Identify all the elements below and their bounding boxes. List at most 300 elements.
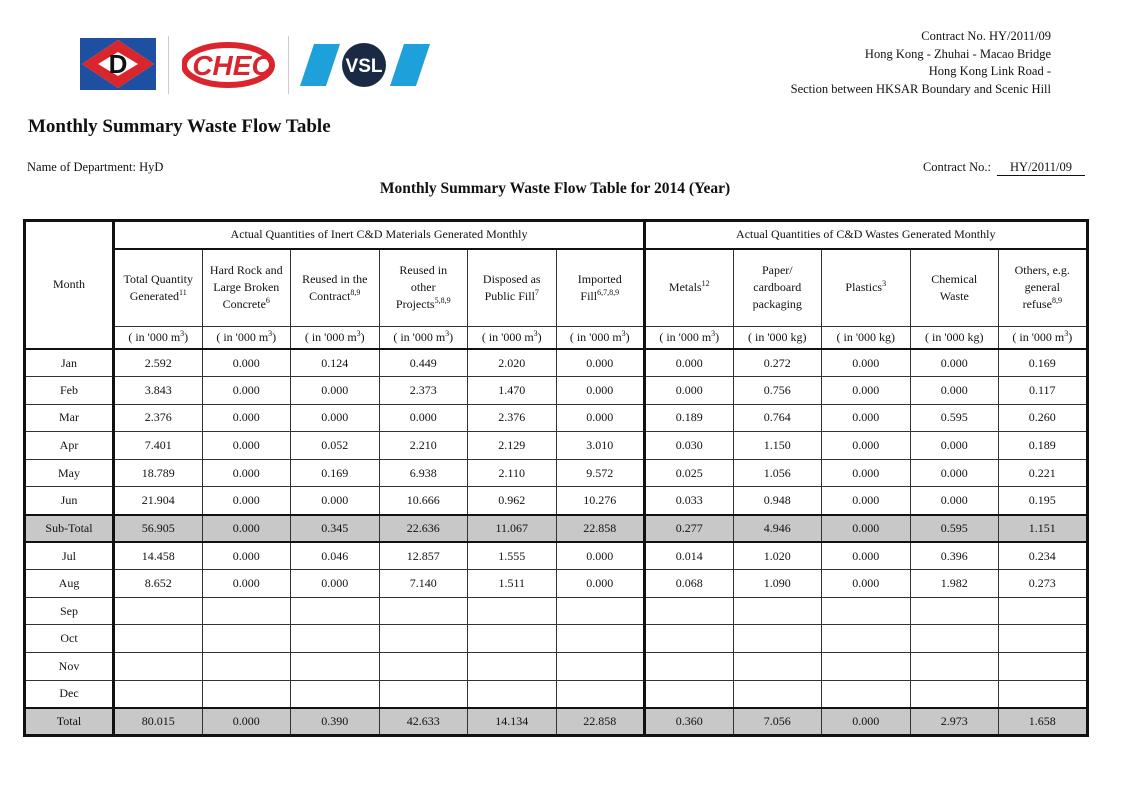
footnote-ref: 7 bbox=[534, 287, 539, 297]
unit-text: ( in '000 kg) bbox=[836, 330, 896, 345]
value-cell bbox=[999, 597, 1088, 625]
table-row bbox=[25, 680, 1088, 708]
value-cell: 2.373 bbox=[379, 377, 468, 405]
contract-info-line: Contract No. HY/2011/09 bbox=[921, 29, 1051, 43]
column-header-text: Plastics bbox=[845, 280, 883, 295]
value-cell: 0.000 bbox=[202, 459, 291, 487]
table-row bbox=[25, 377, 1088, 405]
column-header-text: Contract bbox=[309, 288, 351, 303]
value-cell: 0.000 bbox=[556, 570, 645, 598]
dragages-d-logo bbox=[80, 38, 156, 90]
value-cell: 6.938 bbox=[379, 459, 468, 487]
value-cell: 0.189 bbox=[999, 432, 1088, 460]
value-cell: 0.273 bbox=[999, 570, 1088, 598]
value-cell: 42.633 bbox=[379, 708, 468, 736]
value-cell: 0.025 bbox=[645, 459, 734, 487]
value-cell: 0.052 bbox=[291, 432, 380, 460]
value-cell: 8.652 bbox=[114, 570, 203, 598]
value-cell bbox=[379, 680, 468, 708]
value-cell: 56.905 bbox=[114, 515, 203, 543]
footnote-ref: 3 bbox=[882, 279, 887, 289]
column-header-text: refuse bbox=[1022, 297, 1052, 312]
value-cell: 0.595 bbox=[910, 515, 999, 543]
contract-info-line: Hong Kong Link Road - bbox=[928, 64, 1051, 78]
table-row bbox=[25, 349, 1088, 377]
unit-close: ) bbox=[715, 330, 720, 345]
value-cell: 0.000 bbox=[202, 377, 291, 405]
value-cell bbox=[999, 625, 1088, 653]
unit-superscript: 3 bbox=[1064, 329, 1069, 339]
value-cell: 3.010 bbox=[556, 432, 645, 460]
value-cell: 0.000 bbox=[910, 487, 999, 515]
unit-superscript: 3 bbox=[711, 329, 716, 339]
value-cell: 1.511 bbox=[468, 570, 557, 598]
column-header-text: Concrete bbox=[222, 297, 266, 312]
column-header-line bbox=[822, 279, 910, 296]
value-cell: 0.000 bbox=[822, 515, 911, 543]
column-header-line bbox=[468, 271, 556, 288]
value-cell bbox=[733, 680, 822, 708]
value-cell: 1.090 bbox=[733, 570, 822, 598]
value-cell: 7.056 bbox=[733, 708, 822, 736]
value-cell: 80.015 bbox=[114, 708, 203, 736]
month-cell: Jun bbox=[25, 487, 114, 515]
unit-cell bbox=[114, 327, 203, 349]
unit-cell bbox=[999, 327, 1088, 349]
unit-close: ) bbox=[184, 330, 189, 345]
column-header bbox=[202, 249, 291, 327]
value-cell: 0.764 bbox=[733, 404, 822, 432]
unit-superscript: 3 bbox=[445, 329, 450, 339]
unit-text: ( in '000 m bbox=[569, 330, 622, 345]
column-header-text: Large Broken bbox=[213, 280, 280, 295]
value-cell: 0.000 bbox=[291, 377, 380, 405]
column-header-line bbox=[734, 279, 822, 296]
value-cell: 0.000 bbox=[556, 404, 645, 432]
column-header-line bbox=[203, 296, 291, 313]
value-cell bbox=[822, 625, 911, 653]
value-cell: 2.020 bbox=[468, 349, 557, 377]
value-cell: 0.360 bbox=[645, 708, 734, 736]
value-cell: 0.000 bbox=[822, 708, 911, 736]
unit-close: ) bbox=[1068, 330, 1073, 345]
month-cell: Mar bbox=[25, 404, 114, 432]
value-cell: 21.904 bbox=[114, 487, 203, 515]
value-cell bbox=[291, 680, 380, 708]
table-row bbox=[25, 404, 1088, 432]
column-header bbox=[999, 249, 1088, 327]
value-cell: 0.000 bbox=[202, 404, 291, 432]
value-cell: 0.000 bbox=[379, 404, 468, 432]
column-header-text: Total Quantity bbox=[123, 271, 193, 286]
unit-text: ( in '000 kg) bbox=[925, 330, 984, 345]
table-row bbox=[25, 459, 1088, 487]
column-header-text: general bbox=[1024, 280, 1060, 295]
month-cell: Sub-Total bbox=[25, 515, 114, 543]
column-header-text: packaging bbox=[752, 297, 802, 312]
value-cell: 2.129 bbox=[468, 432, 557, 460]
column-header bbox=[379, 249, 468, 327]
value-cell: 0.046 bbox=[291, 542, 380, 570]
column-header-text: Others, e.g. bbox=[1014, 263, 1070, 278]
dragages-d-letter: D bbox=[108, 49, 128, 79]
unit-superscript: 3 bbox=[533, 329, 538, 339]
value-cell: 0.000 bbox=[202, 542, 291, 570]
unit-close: ) bbox=[272, 330, 277, 345]
value-cell: 2.973 bbox=[910, 708, 999, 736]
value-cell bbox=[556, 653, 645, 681]
footnote-ref: 12 bbox=[701, 279, 710, 289]
month-header: Month bbox=[25, 221, 114, 349]
value-cell: 0.000 bbox=[645, 349, 734, 377]
column-header bbox=[114, 249, 203, 327]
chec-logo bbox=[182, 38, 278, 90]
column-header-line bbox=[380, 279, 468, 296]
column-header-text: Fill bbox=[580, 288, 598, 303]
unit-cell bbox=[645, 327, 734, 349]
column-header-text: Waste bbox=[939, 288, 969, 303]
subtotal-row bbox=[25, 515, 1088, 543]
group-header-inert: Actual Quantities of Inert C&D Materials Generated Monthly bbox=[114, 221, 645, 249]
value-cell: 0.000 bbox=[910, 349, 999, 377]
value-cell: 2.110 bbox=[468, 459, 557, 487]
unit-text: ( in '000 m bbox=[304, 330, 357, 345]
column-header-line bbox=[291, 271, 379, 288]
value-cell: 2.592 bbox=[114, 349, 203, 377]
value-cell: 1.470 bbox=[468, 377, 557, 405]
column-header-line bbox=[911, 271, 999, 288]
unit-cell bbox=[468, 327, 557, 349]
value-cell: 0.390 bbox=[291, 708, 380, 736]
unit-close: ) bbox=[449, 330, 454, 345]
column-header bbox=[733, 249, 822, 327]
column-header-text: Reused in bbox=[399, 263, 448, 278]
value-cell bbox=[910, 680, 999, 708]
footnote-ref: 6 bbox=[265, 296, 270, 306]
unit-text: ( in '000 m bbox=[481, 330, 534, 345]
unit-text: ( in '000 m bbox=[393, 330, 446, 345]
value-cell: 0.000 bbox=[291, 487, 380, 515]
value-cell bbox=[910, 625, 999, 653]
table-row bbox=[25, 487, 1088, 515]
value-cell: 0.000 bbox=[822, 542, 911, 570]
table-title: Monthly Summary Waste Flow Table for 2014 (Year) bbox=[379, 180, 731, 197]
contract-info-block bbox=[791, 28, 1051, 98]
table-row bbox=[25, 597, 1088, 625]
unit-cell bbox=[379, 327, 468, 349]
month-cell: Jan bbox=[25, 349, 114, 377]
column-header bbox=[291, 249, 380, 327]
value-cell: 0.000 bbox=[202, 432, 291, 460]
value-cell: 18.789 bbox=[114, 459, 203, 487]
unit-superscript: 3 bbox=[356, 329, 361, 339]
column-header-line bbox=[468, 288, 556, 305]
value-cell: 2.376 bbox=[114, 404, 203, 432]
column-header-line bbox=[646, 279, 733, 296]
value-cell: 3.843 bbox=[114, 377, 203, 405]
value-cell bbox=[114, 653, 203, 681]
value-cell: 0.000 bbox=[556, 542, 645, 570]
unit-cell bbox=[556, 327, 645, 349]
column-header-text: Imported bbox=[577, 271, 622, 286]
table-row bbox=[25, 542, 1088, 570]
value-cell: 9.572 bbox=[556, 459, 645, 487]
value-cell: 1.056 bbox=[733, 459, 822, 487]
footnote-ref: 5,8,9 bbox=[434, 296, 451, 306]
value-cell: 0.756 bbox=[733, 377, 822, 405]
value-cell: 12.857 bbox=[379, 542, 468, 570]
value-cell: 0.449 bbox=[379, 349, 468, 377]
value-cell bbox=[114, 625, 203, 653]
value-cell: 1.020 bbox=[733, 542, 822, 570]
logo-separator bbox=[288, 36, 289, 94]
month-cell: Dec bbox=[25, 680, 114, 708]
value-cell bbox=[202, 680, 291, 708]
column-header-text: Reused in the bbox=[302, 271, 368, 286]
value-cell: 0.068 bbox=[645, 570, 734, 598]
footnote-ref: 6,7,8,9 bbox=[597, 287, 620, 297]
month-cell: Sep bbox=[25, 597, 114, 625]
column-header bbox=[468, 249, 557, 327]
contract-no-value: HY/2011/09 bbox=[997, 160, 1085, 176]
value-cell bbox=[114, 597, 203, 625]
value-cell: 0.014 bbox=[645, 542, 734, 570]
value-cell: 0.396 bbox=[910, 542, 999, 570]
value-cell bbox=[645, 680, 734, 708]
value-cell bbox=[822, 653, 911, 681]
value-cell bbox=[910, 597, 999, 625]
department-label: Name of Department: HyD bbox=[27, 160, 164, 174]
total-row bbox=[25, 708, 1088, 736]
value-cell: 14.458 bbox=[114, 542, 203, 570]
value-cell: 0.124 bbox=[291, 349, 380, 377]
value-cell: 0.000 bbox=[556, 349, 645, 377]
value-cell bbox=[202, 597, 291, 625]
column-header-line bbox=[380, 262, 468, 279]
footnote-ref: 11 bbox=[179, 287, 187, 297]
column-header bbox=[556, 249, 645, 327]
column-header-text: Disposed as bbox=[482, 271, 541, 286]
value-cell bbox=[645, 625, 734, 653]
value-cell: 0.234 bbox=[999, 542, 1088, 570]
value-cell: 1.150 bbox=[733, 432, 822, 460]
value-cell: 0.000 bbox=[910, 459, 999, 487]
column-header-text: Public Fill bbox=[484, 288, 535, 303]
column-header bbox=[822, 249, 911, 327]
unit-text: ( in '000 kg) bbox=[748, 330, 807, 345]
value-cell: 0.030 bbox=[645, 432, 734, 460]
value-cell: 0.000 bbox=[910, 432, 999, 460]
value-cell bbox=[202, 625, 291, 653]
value-cell: 0.000 bbox=[645, 377, 734, 405]
contract-no-label: Contract No.: bbox=[922, 160, 991, 174]
value-cell: 0.948 bbox=[733, 487, 822, 515]
value-cell: 4.946 bbox=[733, 515, 822, 543]
value-cell bbox=[645, 597, 734, 625]
value-cell: 0.277 bbox=[645, 515, 734, 543]
month-cell: Feb bbox=[25, 377, 114, 405]
column-header bbox=[645, 249, 734, 327]
value-cell: 0.345 bbox=[291, 515, 380, 543]
value-cell: 7.140 bbox=[379, 570, 468, 598]
month-cell: Total bbox=[25, 708, 114, 736]
value-cell bbox=[733, 653, 822, 681]
column-header-line bbox=[999, 262, 1086, 279]
value-cell bbox=[822, 680, 911, 708]
value-cell bbox=[556, 680, 645, 708]
value-cell: 0.000 bbox=[822, 349, 911, 377]
value-cell bbox=[910, 653, 999, 681]
unit-superscript: 3 bbox=[180, 329, 185, 339]
page-heading: Monthly Summary Waste Flow Table bbox=[28, 116, 331, 137]
unit-text: ( in '000 m bbox=[1012, 330, 1065, 345]
unit-cell bbox=[822, 327, 911, 349]
value-cell: 0.000 bbox=[822, 570, 911, 598]
value-cell: 0.000 bbox=[202, 487, 291, 515]
value-cell: 0.117 bbox=[999, 377, 1088, 405]
value-cell bbox=[291, 597, 380, 625]
unit-text: ( in '000 m bbox=[216, 330, 269, 345]
value-cell bbox=[291, 653, 380, 681]
unit-superscript: 3 bbox=[621, 329, 626, 339]
value-cell: 2.210 bbox=[379, 432, 468, 460]
value-cell: 7.401 bbox=[114, 432, 203, 460]
value-cell: 22.858 bbox=[556, 708, 645, 736]
value-cell: 0.000 bbox=[822, 432, 911, 460]
column-header bbox=[910, 249, 999, 327]
value-cell bbox=[379, 625, 468, 653]
unit-cell bbox=[733, 327, 822, 349]
value-cell: 0.000 bbox=[822, 404, 911, 432]
column-header-line bbox=[999, 296, 1086, 313]
column-header-text: Chemical bbox=[931, 271, 978, 286]
column-header-line bbox=[203, 262, 291, 279]
unit-cell bbox=[202, 327, 291, 349]
value-cell: 0.000 bbox=[202, 515, 291, 543]
vsl-logo-text: VSL bbox=[345, 56, 383, 77]
footnote-ref: 8,9 bbox=[1051, 296, 1062, 306]
month-cell: Apr bbox=[25, 432, 114, 460]
value-cell bbox=[202, 653, 291, 681]
table-row bbox=[25, 570, 1088, 598]
column-header-text: Paper/ bbox=[761, 263, 793, 278]
value-cell: 14.134 bbox=[468, 708, 557, 736]
value-cell bbox=[468, 680, 557, 708]
column-header-line bbox=[380, 296, 468, 313]
value-cell: 0.221 bbox=[999, 459, 1088, 487]
value-cell: 0.169 bbox=[291, 459, 380, 487]
value-cell: 1.555 bbox=[468, 542, 557, 570]
value-cell: 0.169 bbox=[999, 349, 1088, 377]
column-header-line bbox=[557, 288, 644, 305]
value-cell bbox=[556, 597, 645, 625]
value-cell bbox=[468, 625, 557, 653]
column-header-line bbox=[115, 288, 202, 305]
value-cell: 0.000 bbox=[822, 487, 911, 515]
value-cell: 0.260 bbox=[999, 404, 1088, 432]
unit-close: ) bbox=[360, 330, 365, 345]
unit-close: ) bbox=[625, 330, 630, 345]
contract-info-line: Section between HKSAR Boundary and Scenic Hill bbox=[790, 81, 1051, 96]
table-row bbox=[25, 653, 1088, 681]
column-header-line bbox=[557, 271, 644, 288]
waste-flow-table bbox=[23, 219, 1089, 737]
value-cell: 10.666 bbox=[379, 487, 468, 515]
value-cell bbox=[645, 653, 734, 681]
value-cell: 0.000 bbox=[822, 459, 911, 487]
column-header-text: cardboard bbox=[753, 280, 802, 295]
value-cell: 22.636 bbox=[379, 515, 468, 543]
value-cell: 2.376 bbox=[468, 404, 557, 432]
value-cell bbox=[822, 597, 911, 625]
column-header-line bbox=[999, 279, 1086, 296]
contract-info-line: Hong Kong - Zhuhai - Macao Bridge bbox=[864, 46, 1051, 61]
value-cell: 0.000 bbox=[202, 349, 291, 377]
value-cell: 1.151 bbox=[999, 515, 1088, 543]
vsl-logo bbox=[300, 42, 430, 88]
value-cell: 0.000 bbox=[291, 570, 380, 598]
chec-logo-text: CHEC bbox=[192, 50, 272, 81]
unit-text: ( in '000 m bbox=[128, 330, 181, 345]
logo-separator bbox=[168, 36, 169, 94]
value-cell: 10.276 bbox=[556, 487, 645, 515]
month-cell: Jul bbox=[25, 542, 114, 570]
column-header-text: other bbox=[410, 280, 436, 295]
table-row bbox=[25, 432, 1088, 460]
value-cell: 0.272 bbox=[733, 349, 822, 377]
value-cell: 0.595 bbox=[910, 404, 999, 432]
column-header-line bbox=[734, 296, 822, 313]
value-cell: 11.067 bbox=[468, 515, 557, 543]
footnote-ref: 8,9 bbox=[350, 287, 361, 297]
value-cell: 0.000 bbox=[910, 377, 999, 405]
value-cell bbox=[468, 597, 557, 625]
value-cell bbox=[999, 653, 1088, 681]
table-row bbox=[25, 625, 1088, 653]
value-cell bbox=[379, 597, 468, 625]
column-header-line bbox=[203, 279, 291, 296]
value-cell: 0.000 bbox=[202, 708, 291, 736]
value-cell bbox=[733, 625, 822, 653]
month-cell: Nov bbox=[25, 653, 114, 681]
value-cell bbox=[733, 597, 822, 625]
unit-superscript: 3 bbox=[268, 329, 273, 339]
value-cell: 0.000 bbox=[822, 377, 911, 405]
value-cell bbox=[379, 653, 468, 681]
column-header-text: Projects bbox=[395, 297, 435, 312]
value-cell bbox=[291, 625, 380, 653]
value-cell: 0.000 bbox=[291, 404, 380, 432]
unit-cell bbox=[291, 327, 380, 349]
value-cell: 0.195 bbox=[999, 487, 1088, 515]
value-cell: 0.033 bbox=[645, 487, 734, 515]
value-cell: 0.000 bbox=[202, 570, 291, 598]
column-header-line bbox=[911, 288, 999, 305]
unit-close: ) bbox=[537, 330, 542, 345]
month-cell: May bbox=[25, 459, 114, 487]
value-cell: 22.858 bbox=[556, 515, 645, 543]
unit-cell bbox=[910, 327, 999, 349]
month-cell: Aug bbox=[25, 570, 114, 598]
value-cell bbox=[468, 653, 557, 681]
column-header-text: Generated bbox=[129, 288, 180, 303]
column-header-line bbox=[734, 262, 822, 279]
column-header-text: Metals bbox=[668, 280, 702, 295]
unit-text: ( in '000 m bbox=[659, 330, 712, 345]
column-header-line bbox=[291, 288, 379, 305]
value-cell: 1.982 bbox=[910, 570, 999, 598]
value-cell: 1.658 bbox=[999, 708, 1088, 736]
